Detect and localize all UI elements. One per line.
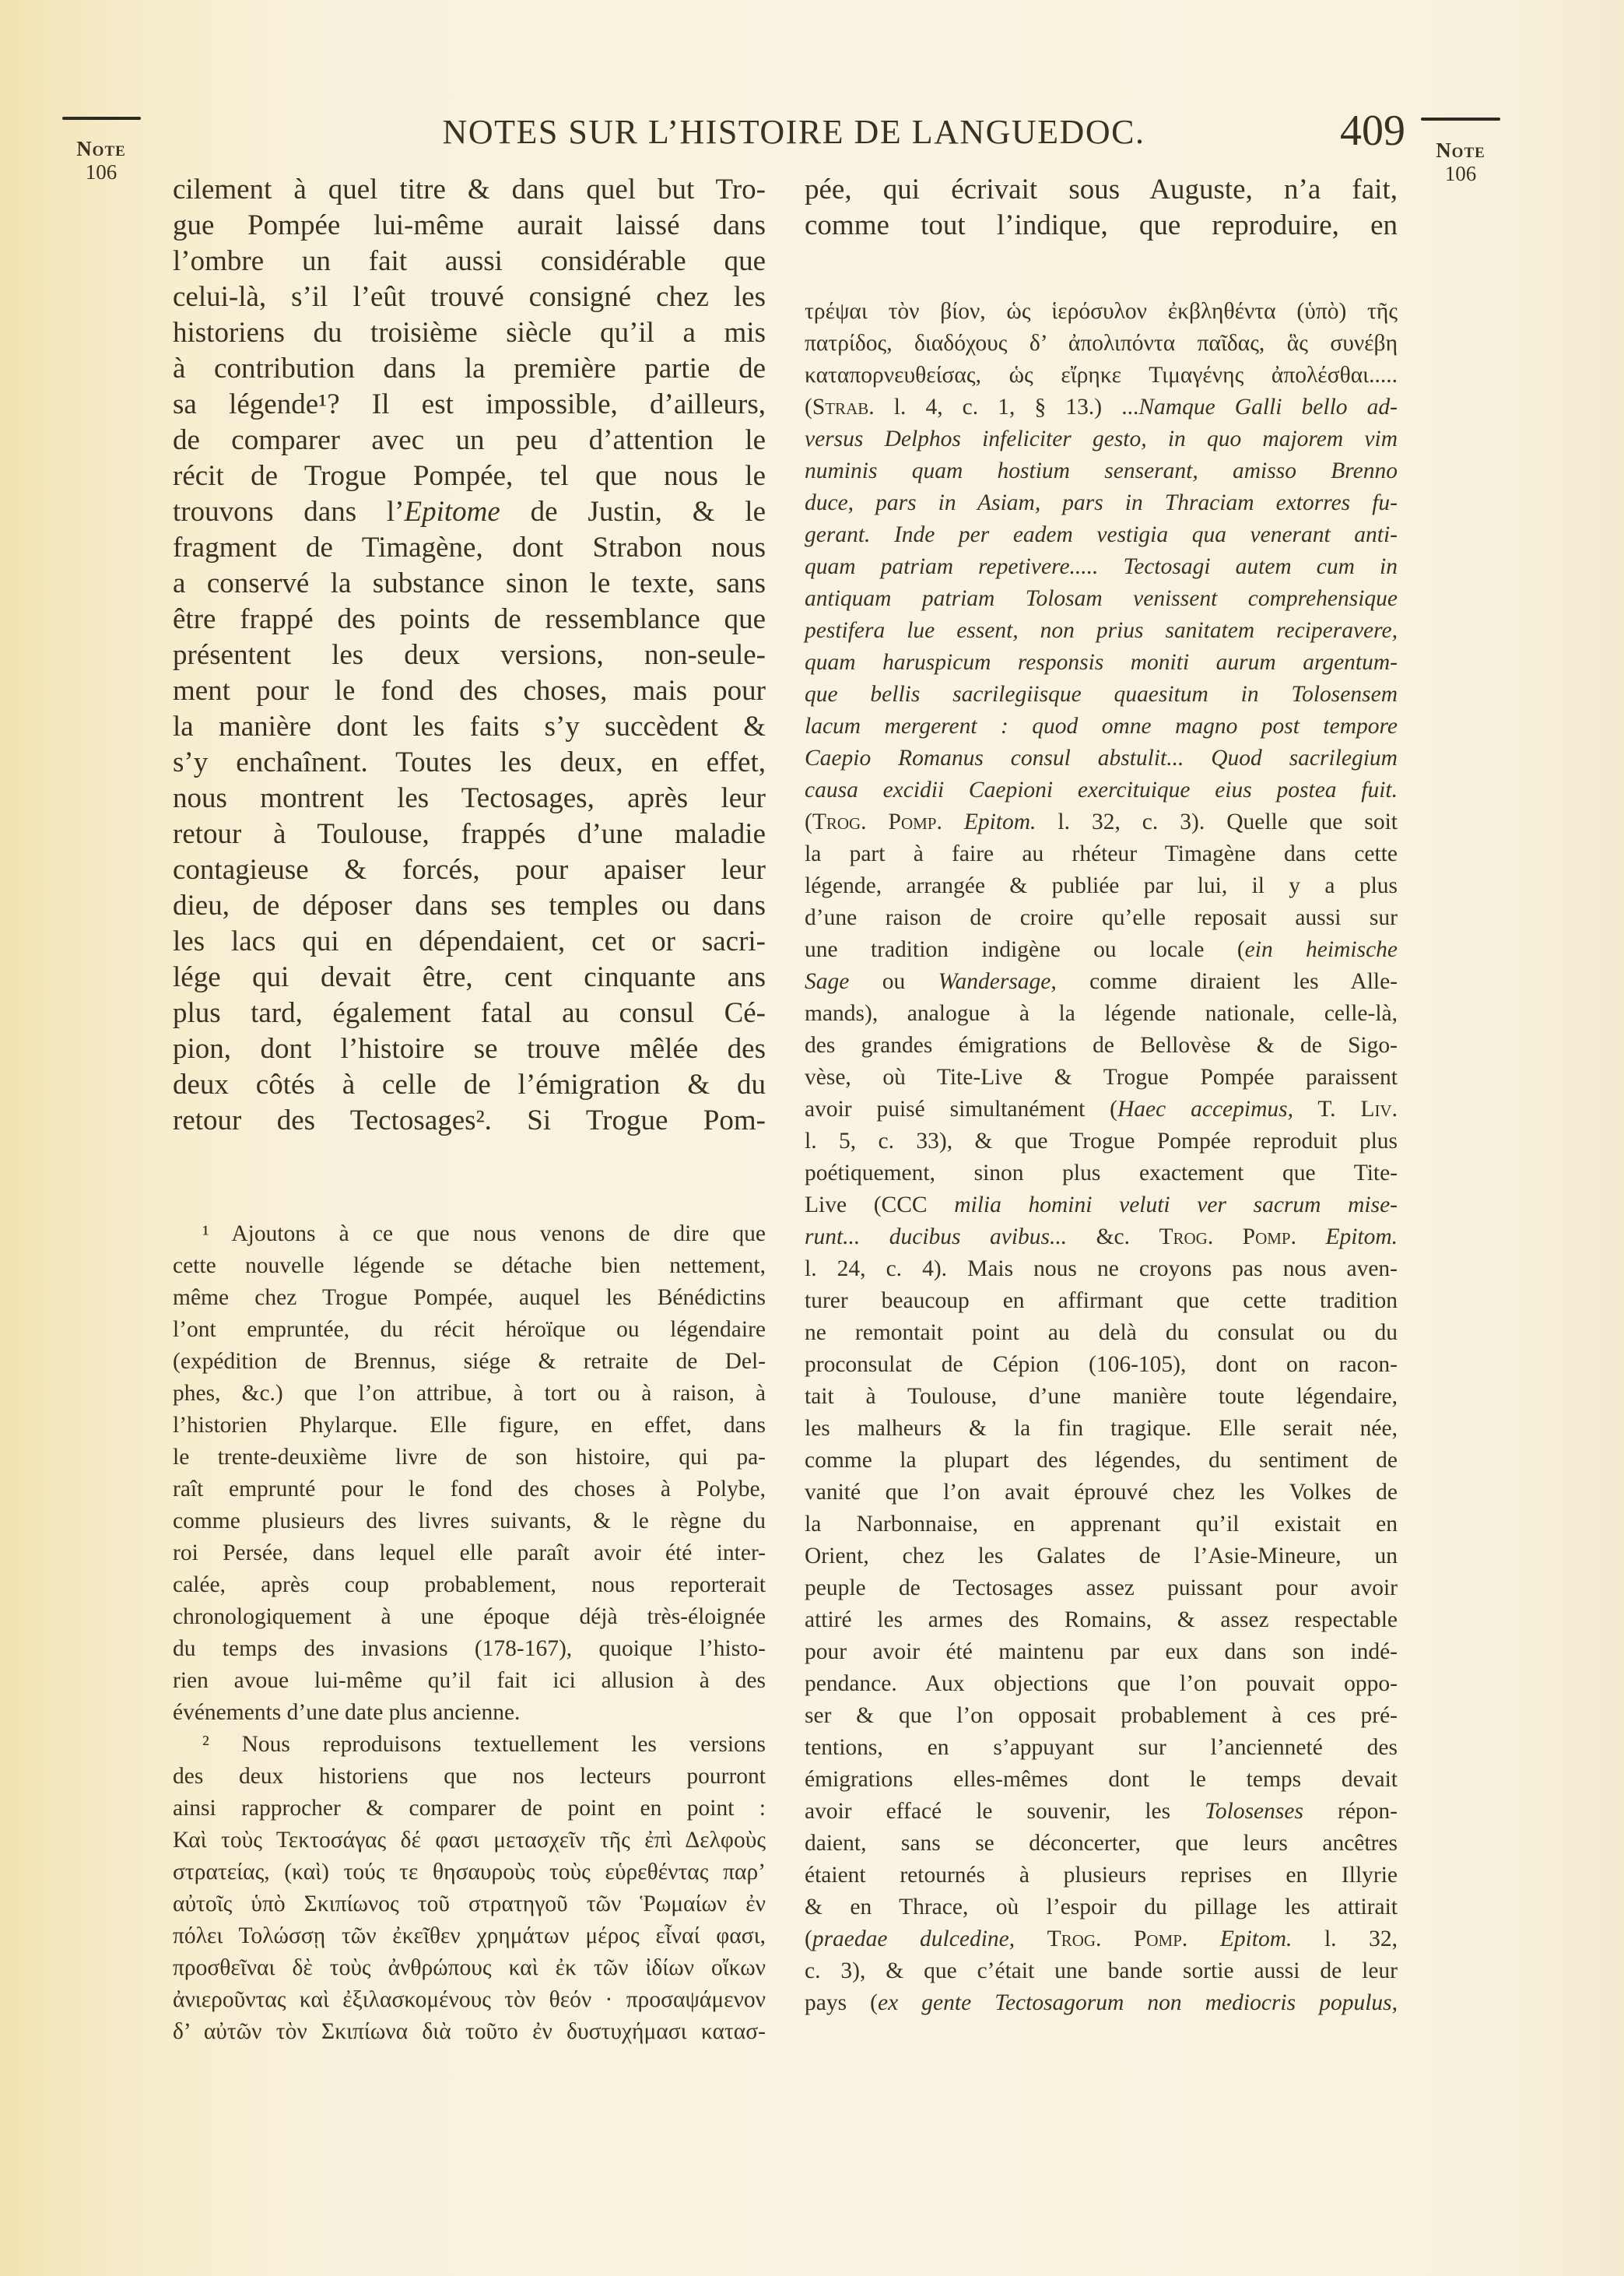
margin-note-label: Note	[1436, 139, 1485, 162]
italic-segment: ex gente Tectosagorum non mediocris populus,	[878, 1990, 1398, 2015]
text-line: ainsi rapprocher & comparer de point en point :	[173, 1796, 766, 1821]
text-line: καταπορνευθείσας, ὡς εἴρηκε Τιμαγένης ἀπολέσθαι.....	[805, 363, 1398, 388]
text-segment: une tradition indigène ou locale (	[805, 937, 1245, 962]
right-main-text	[805, 172, 1398, 244]
text-line: Orient, chez les Galates de l’Asie-Mineure, un	[805, 1544, 1398, 1568]
text-segment: l. 32, c. 3). Quelle que soit	[1036, 810, 1398, 834]
text-line	[805, 1094, 1398, 1126]
text-line: fragment de Timagène, dont Strabon nous	[173, 532, 766, 564]
text-line: πόλει Τολώσσῃ τῶν ἐκεῖθεν χρημάτων μέρος εἶναί φασι,	[173, 1923, 766, 1948]
italic-segment: Caepio Romanus consul abstulit... Quod sacrilegium	[805, 746, 1398, 771]
text-line: contagieuse & forcés, pour apaiser leur	[173, 854, 766, 886]
text-line	[805, 743, 1398, 774]
text-segment: comme diraient les Alle-	[1056, 969, 1398, 994]
text-line: pendance. Aux objections que l’on pouvait oppo-	[805, 1671, 1398, 1696]
text-segment: avoir effacé le souvenir, les	[805, 1799, 1205, 1824]
text-line	[805, 1987, 1398, 2019]
text-line	[805, 806, 1398, 838]
text-line: peuple de Tectosages assez puissant pour avoir	[805, 1575, 1398, 1600]
text-line: turer beaucoup en affirmant que cette tradition	[805, 1288, 1398, 1313]
italic-segment: Haec accepimus,	[1117, 1097, 1293, 1122]
text-line: des deux historiens que nos lecteurs pourront	[173, 1764, 766, 1789]
text-line	[805, 774, 1398, 806]
text-line	[805, 647, 1398, 679]
footnote-2	[173, 1729, 766, 2048]
page-number: 409	[1340, 107, 1405, 155]
italic-segment: quam patriam repetivere..... Tectosagi autem cum in	[805, 554, 1398, 579]
text-line: l’ont empruntée, du récit héroïque ou légendaire	[173, 1317, 766, 1342]
italic-segment: Namque Galli bello ad-	[1138, 395, 1398, 420]
text-line: la manière dont les faits s’y succèdent &	[173, 711, 766, 743]
text-line: s’y enchaînent. Toutes les deux, en effet,	[173, 746, 766, 778]
text-line	[805, 966, 1398, 998]
text-line: ser & que l’on opposait probablement à ces pré-	[805, 1703, 1398, 1728]
italic-segment: Epitom.	[1219, 1927, 1293, 1951]
text-line	[805, 1221, 1398, 1253]
text-line: retour des Tectosages². Si Trogue Pom-	[173, 1105, 766, 1136]
left-main-text	[173, 172, 766, 1139]
text-segment: ou	[849, 969, 938, 994]
text-line: à contribution dans la première partie de	[173, 353, 766, 385]
text-line: στρατείας, (καὶ) τούς τε θησαυροὺς τοὺς εὑρεθέντας παρ’	[173, 1860, 766, 1884]
text-line: mands), analogue à la légende nationale, celle-là,	[805, 1001, 1398, 1026]
italic-segment: Wandersage,	[938, 969, 1057, 994]
italic-segment: causa excidii Caepioni exercituique eius postea fuit.	[805, 778, 1398, 803]
text-line: récit de Trogue Pompée, tel que nous le	[173, 460, 766, 492]
text-line: Καὶ τοὺς Τεκτοσάγας δέ φασι μετασχεῖν τῆς ἐπὶ Δελφοὺς	[173, 1828, 766, 1853]
text-line	[805, 615, 1398, 647]
text-segment	[942, 810, 964, 834]
text-line: être frappé des points de ressemblance que	[173, 603, 766, 635]
margin-note-number: 106	[85, 160, 118, 184]
text-line: plus tard, également fatal au consul Cé-	[173, 997, 766, 1029]
text-line: phes, &c.) que l’on attribue, à tort ou à raison, à	[173, 1381, 766, 1406]
text-segment	[1187, 1927, 1220, 1951]
text-line: présentent les deux versions, non-seule-	[173, 639, 766, 671]
text-line: celui-là, s’il l’eût trouvé consigné chez les	[173, 281, 766, 313]
text-line: τρέψαι τὸν βίον, ὡς ἱερόσυλον ἐκβληθέντα (ὑπὸ) τῆς	[805, 299, 1398, 324]
text-line: c. 3), & que c’était une bande sortie aussi de leur	[805, 1958, 1398, 1983]
text-line: d’une raison de croire qu’elle reposait aussi sur	[805, 905, 1398, 930]
text-line: a conservé la substance sinon le texte, sans	[173, 567, 766, 599]
footnote-1	[173, 1218, 766, 1729]
italic-segment: numinis quam hostium senserant, amisso Brenno	[805, 458, 1398, 483]
running-title: NOTES SUR L’HISTOIRE DE LANGUEDOC.	[442, 113, 1145, 151]
text-line: retour à Toulouse, frappés d’une maladie	[173, 818, 766, 850]
italic-segment: Epitom.	[1325, 1224, 1398, 1249]
margin-note-label: Note	[76, 137, 126, 160]
text-line: pion, dont l’histoire se trouve mêlée des	[173, 1033, 766, 1065]
text-line: de comparer avec un peu d’attention le	[173, 424, 766, 456]
small-caps-segment: Liv.	[1360, 1097, 1398, 1122]
text-line: daient, sans se déconcerter, que leurs ancêtres	[805, 1831, 1398, 1856]
text-segment: l. 32,	[1292, 1927, 1398, 1951]
text-segment: pays (	[805, 1990, 878, 2015]
text-line: δ’ αὐτῶν τὸν Σκιπίωνα διὰ τοῦτο ἐν δυστυχήμασι κατασ-	[173, 2019, 766, 2044]
text-line: (expédition de Brennus, siége & retraite de Del-	[173, 1349, 766, 1374]
text-line: l’ombre un fait aussi considérable que	[173, 245, 766, 277]
text-line: émigrations elles-mêmes dont le temps devait	[805, 1767, 1398, 1792]
text-line	[805, 711, 1398, 743]
text-segment: Live (CCC	[805, 1192, 955, 1217]
text-line: sa légende¹? Il est impossible, d’ailleurs,	[173, 388, 766, 420]
text-line: tentions, en s’appuyant sur l’ancienneté des	[805, 1735, 1398, 1760]
text-line: poétiquement, sinon plus exactement que Tite-	[805, 1161, 1398, 1185]
text-line: chronologiquement à une époque déjà très-éloignée	[173, 1604, 766, 1629]
right-footnote-continuation	[805, 296, 1398, 2019]
text-line: même chez Trogue Pompée, auquel les Bénédictins	[173, 1285, 766, 1310]
text-segment: répon-	[1303, 1799, 1398, 1824]
italic-segment: duce, pars in Asiam, pars in Thraciam extorres fu-	[805, 490, 1398, 515]
text-line: ne remontait point au delà du consulat ou du	[805, 1320, 1398, 1345]
margin-rule-right	[1421, 118, 1500, 121]
text-line: ² Nous reproduisons textuellement les versions	[202, 1732, 766, 1757]
small-caps-segment: Trog. Pomp.	[1047, 1927, 1188, 1951]
margin-note-right	[1418, 139, 1503, 185]
text-line: les lacs qui en dépendaient, cet or sacri-	[173, 926, 766, 957]
italic-segment: runt... ducibus avibus...	[805, 1224, 1068, 1249]
text-line: pour avoir été maintenu par eux dans son indé-	[805, 1639, 1398, 1664]
text-line	[805, 551, 1398, 583]
text-line	[805, 583, 1398, 615]
text-line: les malheurs & la fin tragique. Elle serait née,	[805, 1416, 1398, 1441]
text-line	[805, 392, 1398, 423]
text-line: l. 24, c. 4). Mais nous ne croyons pas nous aven-	[805, 1256, 1398, 1281]
text-segment	[1296, 1224, 1325, 1249]
text-line: la part à faire au rhéteur Timagène dans cette	[805, 841, 1398, 866]
text-segment: (	[805, 1927, 812, 1951]
text-line: ¹ Ajoutons à ce que nous venons de dire que	[202, 1221, 766, 1246]
small-caps-segment: Trog. Pomp.	[1159, 1224, 1296, 1249]
text-line: historiens du troisième siècle qu’il a mis	[173, 317, 766, 349]
text-segment	[1015, 1927, 1047, 1951]
text-line: deux côtés à celle de l’émigration & du	[173, 1069, 766, 1101]
margin-note-left	[58, 137, 144, 184]
text-line: étaient retournés à plusieurs reprises en Illyrie	[805, 1863, 1398, 1888]
text-segment: avoir puisé simultanément (	[805, 1097, 1117, 1122]
text-line: la Narbonnaise, en apprenant qu’il existait en	[805, 1512, 1398, 1537]
italic-segment: Epitom.	[963, 810, 1036, 834]
text-line: calée, après coup probablement, nous reporterait	[173, 1572, 766, 1597]
text-line: cette nouvelle légende se détache bien nettement,	[173, 1253, 766, 1278]
text-line: dieu, de déposer dans ses temples ou dans	[173, 890, 766, 922]
text-line: tait à Toulouse, d’une manière toute légendaire,	[805, 1384, 1398, 1409]
text-line	[805, 1189, 1398, 1221]
text-line: pée, qui écrivait sous Auguste, n’a fait,	[805, 174, 1398, 205]
text-line: ἀνιεροῦντας καὶ ἐξιλασκομένους τὸν θεόν · προσαψάμενον	[173, 1987, 766, 2012]
text-segment: (	[805, 810, 812, 834]
text-line: rien avoue lui-même qu’il fait ici allusion à des	[173, 1668, 766, 1693]
text-line: & en Thrace, où l’espoir du pillage les attirait	[805, 1895, 1398, 1919]
text-line: αὐτοῖς ὑπὸ Σκιπίωνος τοῦ στρατηγοῦ τῶν Ῥωμαίων ἐν	[173, 1891, 766, 1916]
text-line	[805, 679, 1398, 711]
italic-segment: Epitome	[404, 496, 500, 528]
italic-segment: gerant. Inde per eadem vestigia qua venerant anti-	[805, 522, 1398, 547]
text-segment: trouvons dans l’	[173, 496, 405, 528]
text-line: des grandes émigrations de Bellovèse & de Sigo-	[805, 1033, 1398, 1058]
italic-segment: quam haruspicum responsis moniti aurum argentum-	[805, 650, 1398, 675]
text-segment: l. 4, c. 1, § 13.) ...	[874, 395, 1139, 420]
text-line: vèse, où Tite-Live & Trogue Pompée paraissent	[805, 1065, 1398, 1090]
italic-segment: praedae dulcedine,	[812, 1927, 1015, 1951]
text-segment: (	[805, 395, 812, 420]
italic-segment: pestifera lue essent, non prius sanitatem reciperavere,	[805, 618, 1398, 643]
text-line: πατρίδος, διαδόχους δ’ ἀπολιπόντα παῖδας, ἃς συνέβη	[805, 331, 1398, 356]
text-line: comme la plupart des légendes, du sentiment de	[805, 1448, 1398, 1473]
margin-note-number: 106	[1444, 162, 1477, 185]
text-line: du temps des invasions (178-167), quoique l’histo-	[173, 1636, 766, 1661]
text-segment: T.	[1293, 1097, 1361, 1122]
text-line: nous montrent les Tectosages, après leur	[173, 782, 766, 814]
small-caps-segment: Strab.	[812, 395, 875, 420]
text-line: cilement à quel titre & dans quel but Tro-	[173, 174, 766, 205]
text-line	[805, 519, 1398, 551]
italic-segment: versus Delphos infeliciter gesto, in quo majorem vim	[805, 427, 1398, 451]
text-line: attiré les armes des Romains, & assez respectable	[805, 1607, 1398, 1632]
text-line: l. 5, c. 33), & que Trogue Pompée reproduit plus	[805, 1129, 1398, 1154]
text-line	[805, 455, 1398, 487]
text-line: προσθεῖναι δὲ τοὺς ἀνθρώπους καὶ ἐκ τῶν ἰδίων οἴκων	[173, 1955, 766, 1980]
text-line: lége qui devait être, cent cinquante ans	[173, 961, 766, 993]
italic-segment: antiquam patriam Tolosam venissent comprehensique	[805, 586, 1398, 611]
text-line: ment pour le fond des choses, mais pour	[173, 675, 766, 707]
text-line	[805, 934, 1398, 966]
text-line	[173, 494, 766, 530]
text-segment: de Justin, & le	[500, 496, 766, 528]
text-line: raît emprunté pour le fond des choses à Polybe,	[173, 1477, 766, 1502]
text-line: le trente-deuxième livre de son histoire, qui pa-	[173, 1445, 766, 1470]
text-line: comme plusieurs des livres suivants, & le règne du	[173, 1509, 766, 1533]
italic-segment: milia homini veluti ver sacrum mise-	[954, 1192, 1398, 1217]
text-line	[805, 1923, 1398, 1955]
italic-segment: lacum mergerent : quod omne magno post tempore	[805, 714, 1398, 739]
text-segment: &c.	[1067, 1224, 1159, 1249]
text-line: comme tout l’indique, que reproduire, en	[805, 209, 1398, 241]
text-line: vanité que l’on avait éprouvé chez les Volkes de	[805, 1480, 1398, 1505]
text-line	[805, 423, 1398, 455]
text-line	[805, 487, 1398, 519]
text-line: l’historien Phylarque. Elle figure, en effet, dans	[173, 1413, 766, 1438]
italic-segment: que bellis sacrilegiisque quaesitum in Tolosensem	[805, 682, 1398, 707]
text-line: gue Pompée lui-même aurait laissé dans	[173, 209, 766, 241]
text-line: roi Persée, dans lequel elle paraît avoir été inter-	[173, 1540, 766, 1565]
margin-rule-left	[62, 117, 141, 120]
text-line: proconsulat de Cépion (106-105), dont on racon-	[805, 1352, 1398, 1377]
text-line	[805, 1796, 1398, 1828]
text-line: événements d’une date plus ancienne.	[173, 1700, 521, 1725]
italic-segment: Tolosenses	[1205, 1799, 1303, 1824]
italic-segment: Sage	[805, 969, 850, 994]
small-caps-segment: Trog. Pomp.	[812, 810, 942, 834]
italic-segment: ein heimische	[1244, 937, 1398, 962]
text-line: légende, arrangée & publiée par lui, il y a plus	[805, 873, 1398, 898]
